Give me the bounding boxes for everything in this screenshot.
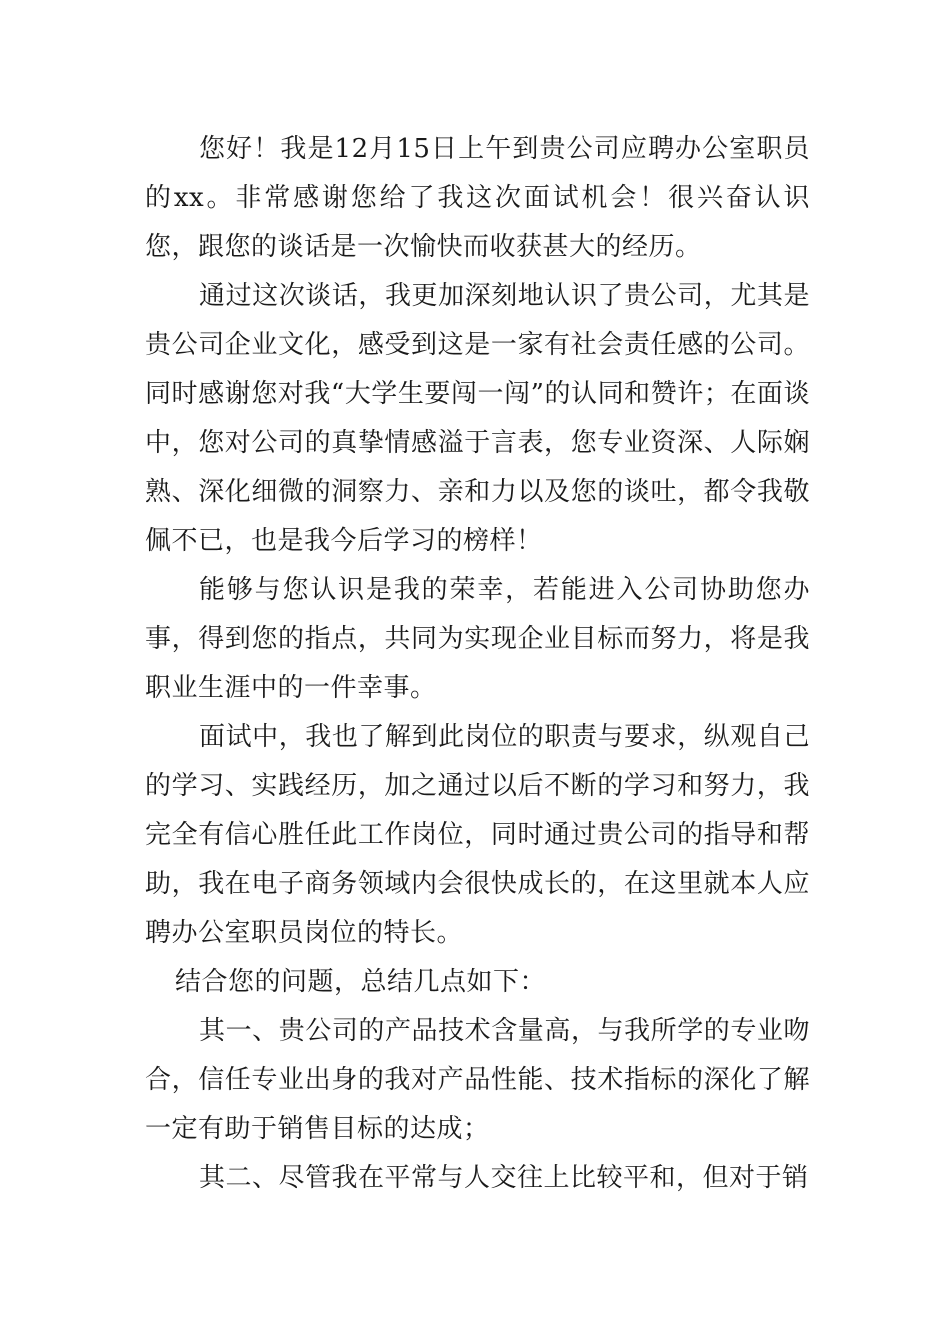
paragraph-point-two: 其二、尽管我在平常与人交往上比较平和，但对于销	[199, 1163, 809, 1193]
document-body	[145, 125, 810, 1203]
paragraph-greeting: 您好！我是12月15日上午到贵公司应聘办公室职员的xx。非常感谢您给了我这次面试机会！很兴奋认识您，跟您的谈话是一次愉快而收获甚大的经历。	[145, 134, 810, 262]
paragraph-honor: 能够与您认识是我的荣幸，若能进入公司协助您办事，得到您的指点，共同为实现企业目标而努力，将是我职业生涯中的一件幸事。	[145, 575, 810, 703]
paragraph-understanding: 通过这次谈话，我更加深刻地认识了贵公司，尤其是贵公司企业文化，感受到这是一家有社会责任感的公司。同时感谢您对我“大学生要闯一闯”的认同和赞许；在面谈中，您对公司的真挚情感溢于言表，您专业资深、人际娴熟、深化细微的洞察力、亲和力以及您的谈吐，都令我敬佩不已，也是我今后学习的榜样！	[145, 281, 810, 556]
paragraph-confidence: 面试中，我也了解到此岗位的职责与要求，纵观自己的学习、实践经历，加之通过以后不断的学习和努力，我完全有信心胜任此工作岗位，同时通过贵公司的指导和帮助，我在电子商务领域内会很快成长的，在这里就本人应聘办公室职员岗位的特长。	[145, 722, 810, 948]
paragraph-summary-intro: 结合您的问题，总结几点如下：	[175, 967, 547, 997]
paragraph-point-one: 其一、贵公司的产品技术含量高，与我所学的专业吻合，信任专业出身的我对产品性能、技术指标的深化了解一定有助于销售目标的达成；	[145, 1016, 810, 1144]
